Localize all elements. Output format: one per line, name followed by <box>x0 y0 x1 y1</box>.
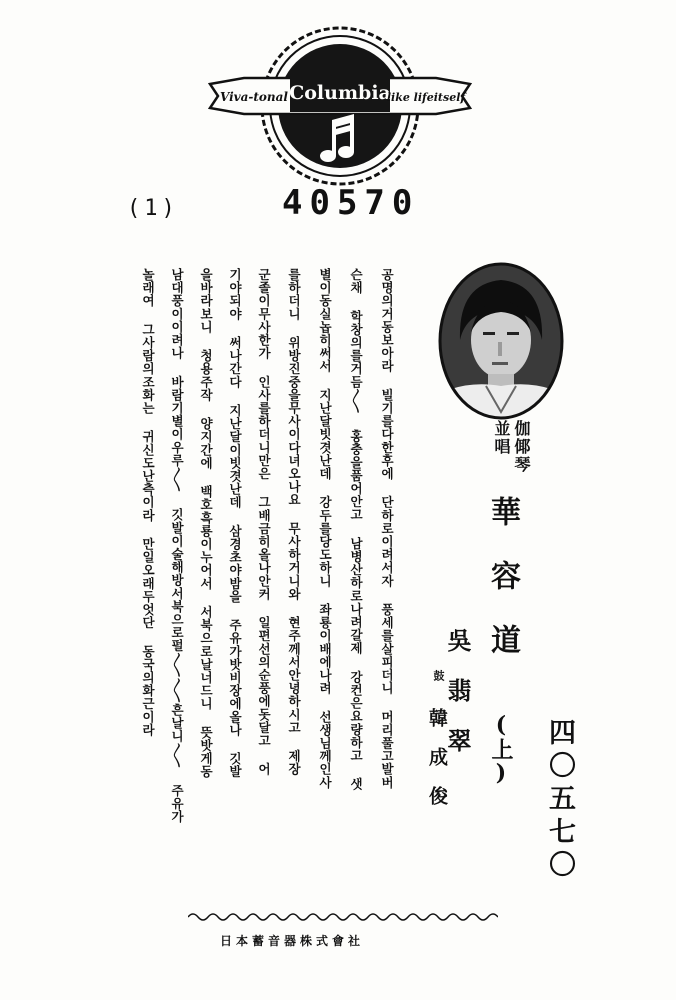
drum-label: 鼓 <box>432 670 445 681</box>
page-number: (1) <box>127 196 179 221</box>
lyric-line: 을바라보니 청용주작 양지간에 백호흑룡이누어서 서북으로날너드니 뜻밧게동 <box>198 268 214 779</box>
lyric-line: 를하더니 위방진중을무사이다녀오나요 무사하거니와 현주께서안녕하시고 제장 <box>286 268 302 776</box>
logo-right-banner: like lifeitself <box>386 91 466 104</box>
columbia-logo <box>204 22 476 190</box>
logo-left-banner: Viva-tonal <box>220 90 288 104</box>
lyric-line: 공명의거동보아라 빌기를다한후에 단하로이려서자 풍세를살피더니 머리풀고발버 <box>379 268 395 789</box>
lyric-line: 놀래여 그사람의조화는 귀신도난측이라 만일오래두엇단 동국의화근이라 <box>140 268 156 737</box>
catalog-number: 四〇五七〇 <box>544 718 575 883</box>
publisher-footer: 日本蓄音器株式會社 <box>220 934 365 948</box>
lyric-line: 군졸이무사한가 인사를하더니만은 그배금히올나안커 일편선의순풍에돗달고 어 <box>256 268 272 776</box>
record-number: 40570 <box>282 183 420 223</box>
genre-line1: 伽倻琴 <box>512 420 531 474</box>
logo-brand: Columbia <box>289 82 391 104</box>
wavy-divider <box>188 910 498 924</box>
lyric-line: 슨채 학창의를거듬〳〵 홍충을품어안고 남병산하로나려갈제 강컨은요량하고 샛 <box>348 268 364 791</box>
drummer-name: 韓成俊 <box>426 708 448 825</box>
part-indicator: (上) <box>488 712 514 786</box>
singer-portrait <box>438 262 564 420</box>
lyric-line: 별이동실놉히써서 지난달빗겻난데 강두를당도하니 좌룡이배에나려 선생님께인사 <box>317 268 333 789</box>
lyric-line: 남대풍이이려나 바람기별이우루〱 깃발이술해방서북으로펄〱〱흔날니〱 주유가 <box>169 268 185 824</box>
lyric-line: 기야되야 써나간다 지난달이빗겻난데 삼경초야밤을 주유가밧비장에올나 깃발 <box>227 268 243 779</box>
song-title: 華容道 <box>485 496 520 688</box>
genre-line2: 並唱 <box>492 420 511 456</box>
singer-name: 吳翡翠 <box>443 628 472 778</box>
